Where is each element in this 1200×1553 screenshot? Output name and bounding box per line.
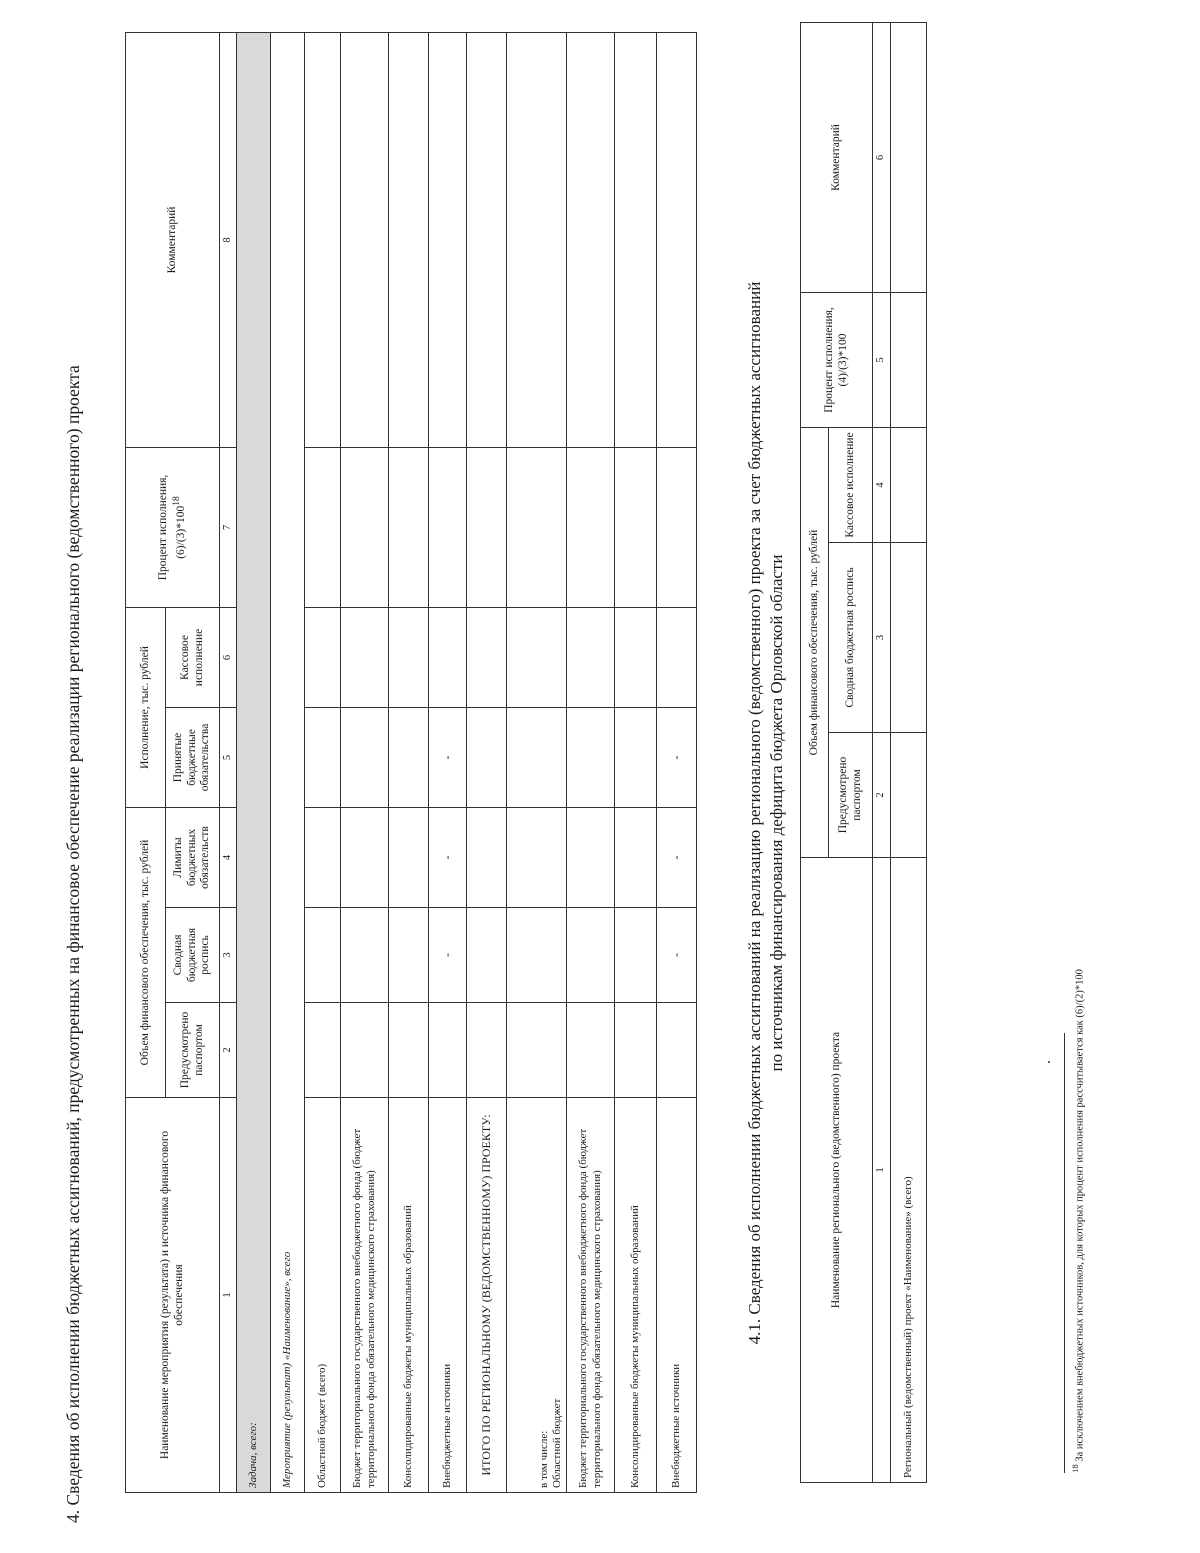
col-number: 4 (873, 427, 891, 542)
col-cash-header: Кассовое исполнение (166, 607, 220, 707)
table-row (271, 32, 305, 1492)
row-label: Региональный (ведомственный) проект «Наименование» (всего) (891, 858, 927, 1483)
table-row (657, 32, 697, 1492)
table-row (507, 32, 567, 1492)
row-label: Областной бюджет (всего) (305, 1098, 341, 1493)
table-row (615, 32, 657, 1492)
col-number: 1 (873, 858, 891, 1483)
col-comment-header: Комментарий (801, 22, 873, 292)
row-label: Консолидированные бюджеты муниципальных образований (389, 1098, 429, 1493)
table-row (389, 32, 429, 1492)
col-passport-header: Предусмотрено паспортом (829, 733, 873, 858)
table-row (429, 32, 467, 1492)
col-accepted-header: Принятые бюджетные обязательства (166, 707, 220, 807)
table-row (237, 32, 271, 1492)
col-number: 6 (873, 22, 891, 292)
col-number: 4 (220, 807, 237, 907)
col-number: 6 (220, 607, 237, 707)
col-name-header: Наименование регионального (ведомственного) проекта (801, 858, 873, 1483)
table-row (467, 32, 507, 1492)
col-comment-header: Комментарий (126, 32, 220, 447)
dash-cell: - (657, 807, 697, 907)
dash-cell: - (429, 807, 467, 907)
dash-cell: - (429, 908, 467, 1003)
total-row-label: ИТОГО ПО РЕГИОНАЛЬНОМУ (ВЕДОМСТВЕННОМУ) ПРОЕКТУ: (467, 1098, 507, 1493)
col-limits-header: Лимиты бюджетных обязательств (166, 807, 220, 907)
section4-table (125, 32, 697, 1493)
section41-title-line1: 4.1. Сведения об исполнении бюджетных ассигнований на реализацию регионального (ведомственного) проекта за счет бюджетных ассигнований (745, 281, 764, 1345)
col-number: 8 (220, 32, 237, 447)
table-row (305, 32, 341, 1492)
col-exec-group-header: Исполнение, тыс. рублей (126, 607, 166, 807)
col-percent-header: Процент исполнения, $(6)/(3)*100^{18}$ (126, 447, 220, 607)
column-numbers-row (873, 22, 891, 1482)
col-percent-header: Процент исполнения, (4)/(3)*100 (801, 292, 873, 427)
col-name-header: Наименование мероприятия (результата) и источника финансового обеспечения (126, 1098, 220, 1493)
col-cash-header: Кассовое исполнение (829, 427, 873, 542)
column-numbers-row (220, 32, 237, 1492)
task-row-label: Задача, всего: (237, 32, 271, 1492)
row-label: Внебюджетные источники (429, 1098, 467, 1493)
event-row-label: Мероприятие (результат) «Наименование», всего (271, 32, 305, 1492)
footnote-separator (1064, 1033, 1065, 1473)
col-number: 1 (220, 1098, 237, 1493)
row-label: Бюджет территориального государственного внебюджетного фонда (бюджет территориального фонда обязательного медицинского страхования) (567, 1098, 615, 1493)
col-number: 3 (873, 543, 891, 733)
col-number: 3 (220, 908, 237, 1003)
section41-title-line2: по источникам финансирования дефицита бюджета Орловской области (767, 554, 786, 1072)
dash-cell: - (429, 707, 467, 807)
row-label: Внебюджетные источники (657, 1098, 697, 1493)
scan-speck (1048, 1061, 1050, 1063)
col-number: 5 (873, 292, 891, 427)
col-number: 7 (220, 447, 237, 607)
table-row (891, 22, 927, 1482)
dash-cell: - (657, 908, 697, 1003)
row-label: Бюджет территориального государственного внебюджетного фонда (бюджет территориального фонда обязательного медицинского страхования) (341, 1098, 389, 1493)
footnote: $^{18}$ За исключением внебюджетных источников, для которых процент исполнения рассчитывается как (6)/(2)*100 (1070, 969, 1086, 1473)
row-label: в том числе: Областной бюджет (507, 1098, 567, 1493)
col-passport-header: Предусмотрено паспортом (166, 1003, 220, 1098)
col-volume-group-header: Объем финансового обеспечения, тыс. рублей (801, 427, 829, 857)
col-number: 5 (220, 707, 237, 807)
section4-title: 4. Сведения об исполнении бюджетных ассигнований, предусмотренных на финансовое обеспечение реализации регионального (ведомственного) проекта (63, 365, 83, 1523)
col-summary-header: Сводная бюджетная роспись (166, 908, 220, 1003)
table-row (567, 32, 615, 1492)
col-summary-header: Сводная бюджетная роспись (829, 543, 873, 733)
section41-table (800, 22, 927, 1483)
row-label: Консолидированные бюджеты муниципальных образований (615, 1098, 657, 1493)
dash-cell: - (657, 707, 697, 807)
col-number: 2 (220, 1003, 237, 1098)
col-number: 2 (873, 733, 891, 858)
table-row (341, 32, 389, 1492)
col-volume-group-header: Объем финансового обеспечения, тыс. рублей (126, 807, 166, 1097)
